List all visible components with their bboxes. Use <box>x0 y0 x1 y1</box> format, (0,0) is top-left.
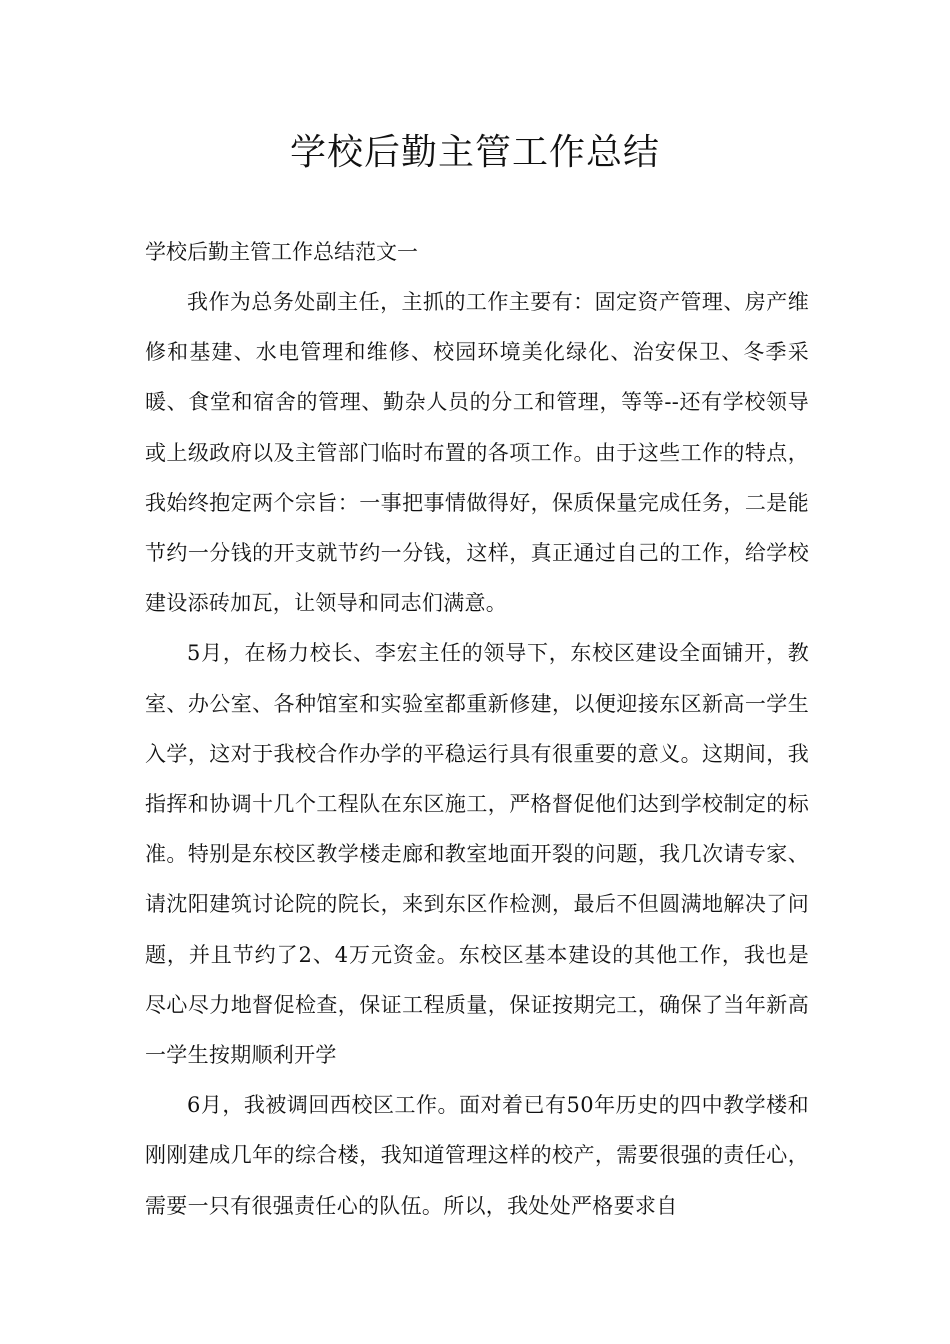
document-subtitle: 学校后勤主管工作总结范文一 <box>145 240 418 264</box>
document-title: 学校后勤主管工作总结 <box>289 132 660 173</box>
document-body <box>145 227 809 1231</box>
paragraph-3: 6月，我被调回西校区工作。面对着已有50年历史的四中教学楼和刚刚建成几年的综合楼，我知道管理这样的校产，需要很强的责任心，需要一只有很强责任心的队伍。所以，我处处严格要求自 <box>145 1093 809 1218</box>
paragraph-2: 5月，在杨力校长、李宏主任的领导下，东校区建设全面铺开，教室、办公室、各种馆室和实验室都重新修建，以便迎接东区新高一学生入学，这对于我校合作办学的平稳运行具有很重要的意义。这期间，我指挥和协调十几个工程队在东区施工，严格督促他们达到学校制定的标准。特别是东校区教学楼走廊和教室地面开裂的问题，我几次请专家、请沈阳建筑讨论院的院长，来到东区作检测，最后不但圆满地解决了问题，并且节约了2、4万元资金。东校区基本建设的其他工作，我也是尽心尽力地督促检查，保证工程质量，保证按期完工，确保了当年新高一学生按期顺利开学 <box>145 641 809 1068</box>
paragraph-1: 我作为总务处副主任，主抓的工作主要有：固定资产管理、房产维修和基建、水电管理和维修、校园环境美化绿化、治安保卫、冬季采暖、食堂和宿舍的管理、勤杂人员的分工和管理，等等--还有学校领导或上级政府以及主管部门临时布置的各项工作。由于这些工作的特点，我始终抱定两个宗旨：一事把事情做得好，保质保量完成任务，二是能节约一分钱的开支就节约一分钱，这样，真正通过自己的工作，给学校建设添砖加瓦，让领导和同志们满意。 <box>145 290 809 616</box>
